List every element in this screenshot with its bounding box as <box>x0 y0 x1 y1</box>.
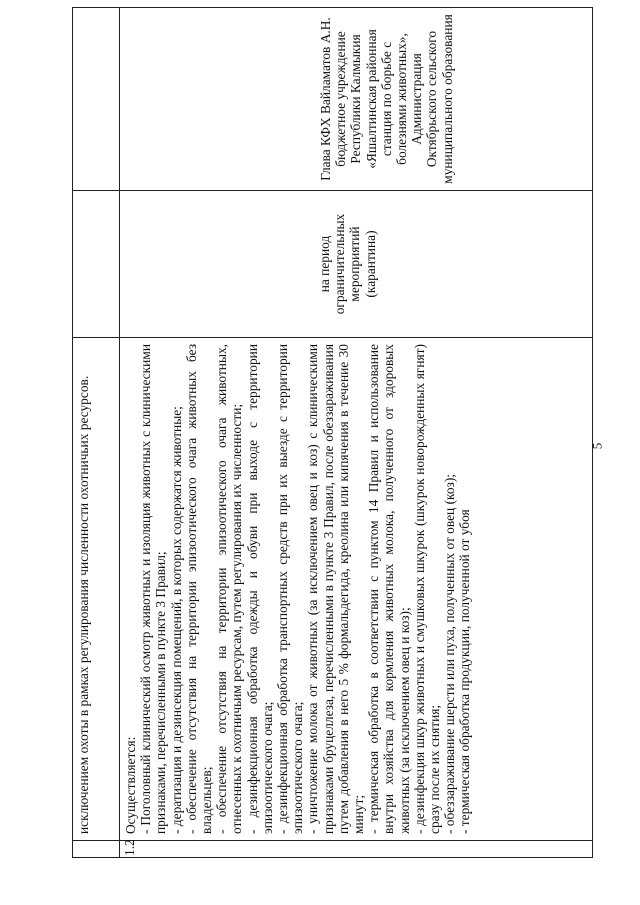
row-number: 1.2 <box>122 839 137 856</box>
list-item: - дезинфекционная обработка транспортных средств при их выезде с территории эпизоотического очага; <box>275 344 306 834</box>
list-item: - уничтожение молока от животных (за исключением овец и коз) с клиническими признаками бруцеллеза, перечисленными в пункте 3 Правил, после обеззараживания путем добавления в него 5 % формальдегида, креолина или кипячения в течение 30 минут; <box>305 344 367 834</box>
period-cell <box>73 191 120 338</box>
list-item: - термическая обработка продукции, полученной от убоя <box>457 509 473 834</box>
list-item: - обеспечение отсутствия на территории эпизоотического очага животных, отнесенных к охотничьим ресурсам, путем регулирования их численности; <box>214 344 245 834</box>
row-number-cell <box>73 841 120 858</box>
table-row <box>73 8 120 858</box>
responsible-cell <box>120 8 593 191</box>
period-cell <box>120 191 593 338</box>
list-item: - дезинфекционная обработка одежды и обуви при выходе с территории эпизоотического очага; <box>244 344 275 834</box>
responsible-cell <box>73 8 120 191</box>
list-item: - дезинфекция шкур животных и смушковых шкурок (шкурок новорожденных ягнят) сразу после их снятия; <box>411 344 443 834</box>
list-item: - Поголовный клинический осмотр животных и изоляция животных с клиническими признаками, перечисленными в пункте 3 Правил; <box>138 344 169 834</box>
page-number: 5 <box>589 442 605 450</box>
measures-list <box>138 344 472 834</box>
measures-title: Осуществляется: <box>123 736 138 834</box>
period-text: на период ограничительных мероприятий (карантина) <box>317 213 378 315</box>
responsible-head: Глава КФХ Вайламатов А.Н. <box>318 17 333 181</box>
list-item: - обеспечение отсутствия на территории эпизоотического очага животных без владельцев; <box>183 344 215 834</box>
measures-cell <box>120 338 593 841</box>
list-item: - термическая обработка в соответствии с пунктом 14 Правил и использование внутри хозяйства для кормления животных молока, полученного от здоровых животных (за исключением овец и коз); <box>366 344 412 834</box>
continuation-text: исключением охоты в рамках регулирования численности охотничьих ресурсов. <box>76 375 91 834</box>
row-number-cell <box>120 841 593 858</box>
responsible-institutions: бюджетное учреждение Республики Калмыкия «Яшалтинская районная станция по борьбе с болезнями животных», Администрация Октябрьского сельского муниципального образования <box>333 14 455 184</box>
list-item: - дератизация и дезинсекция помещений, в которых содержатся животные; <box>168 406 184 834</box>
measures-table <box>72 7 593 858</box>
measures-cell <box>73 338 120 841</box>
table-row <box>120 8 593 858</box>
rotated-table-area <box>72 14 582 858</box>
list-item: - обеззараживание шерсти или пуха, полученных от овец (коз); <box>442 473 458 834</box>
